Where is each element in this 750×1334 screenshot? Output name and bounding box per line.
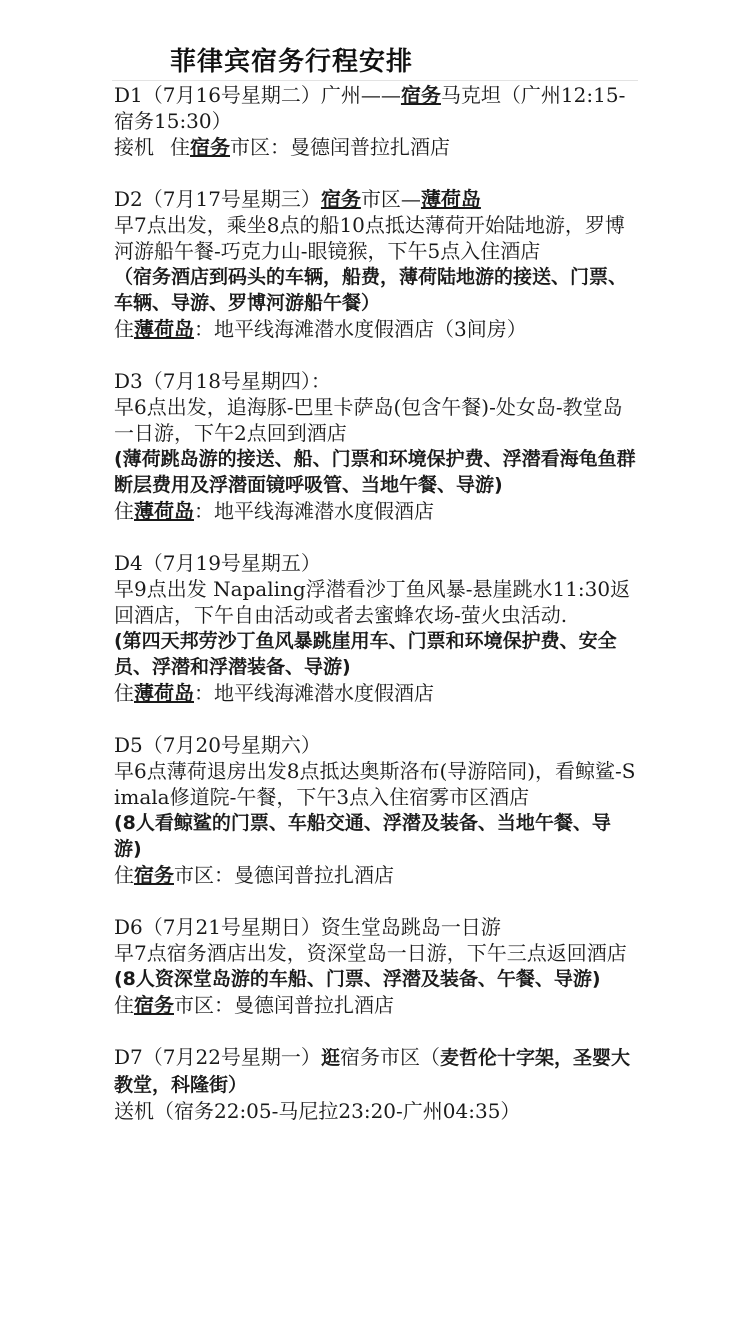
day-4-stay-place: 薄荷岛 xyxy=(134,681,194,705)
day-6-stay-hotel: 市区：曼德闰普拉扎酒店 xyxy=(174,993,394,1017)
day-1-stay-place: 宿务 xyxy=(190,135,230,159)
day-2-heading xyxy=(114,186,638,212)
day-1-stay-hotel: 市区：曼德闰普拉扎酒店 xyxy=(230,135,450,159)
day-3-stay-prefix: 住 xyxy=(114,499,134,523)
day-3 xyxy=(114,368,638,524)
day-2-heading-text-2: 市区— xyxy=(360,187,421,211)
day-7-heading-verb: 逛 xyxy=(320,1047,340,1069)
day-5-stay-prefix: 住 xyxy=(114,863,134,887)
day-5-inclusions: (8人看鲸鲨的门票、车船交通、浮潜及装备、当地午餐、导游) xyxy=(114,812,611,860)
day-1 xyxy=(114,82,638,160)
day-2-stay xyxy=(114,316,638,342)
day-7-heading-place: 宿务市区（ xyxy=(339,1045,440,1069)
day-1-pickup: 接机 xyxy=(114,135,154,159)
day-7-heading-sights: 麦哲伦十字架，圣婴大教堂，科隆街） xyxy=(114,1047,630,1096)
day-1-heading xyxy=(114,82,638,134)
day-3-heading: D3（7月18号星期四）： xyxy=(114,369,331,393)
day-6-stay-prefix: 住 xyxy=(114,993,134,1017)
day-2-stay-prefix: 住 xyxy=(114,317,134,341)
day-6-stay xyxy=(114,992,638,1018)
day-4-heading: D4（7月19号星期五） xyxy=(114,551,321,575)
day-4-description: 早9点出发 Napaling浮潜看沙丁鱼风暴-悬崖跳水11:30返回酒店，下午自由活动或者去蜜蜂农场-萤火虫活动. xyxy=(114,577,631,627)
day-7 xyxy=(114,1044,638,1124)
day-3-stay-place: 薄荷岛 xyxy=(134,499,194,523)
day-4-inclusions: (第四天邦劳沙丁鱼风暴跳崖用车、门票和环境保护费、安全员、浮潜和浮潜装备、导游) xyxy=(114,630,617,678)
day-5-stay xyxy=(114,862,638,888)
day-2-stay-hotel: ：地平线海滩潜水度假酒店（3间房） xyxy=(194,317,527,341)
day-3-inclusions: (薄荷跳岛游的接送、船、门票和环境保护费、浮潜看海龟鱼群断层费用及浮潜面镜呼吸管、当地午餐、导游) xyxy=(114,448,636,496)
day-1-heading-text-2: 马克坦（广州12:15-宿务15:30） xyxy=(114,83,626,133)
day-2-inclusions: （宿务酒店到码头的车辆，船费，薄荷陆地游的接送、门票、车辆、导游、罗博河游船午餐） xyxy=(114,266,628,314)
day-6-inclusions: (8人资深堂岛游的车船、门票、浮潜及装备、午餐、导游) xyxy=(114,968,601,990)
day-4 xyxy=(114,550,638,706)
day-1-stay-prefix: 住 xyxy=(170,135,190,159)
day-7-heading-text: D7（7月22号星期一） xyxy=(114,1045,321,1069)
day-5-stay-place: 宿务 xyxy=(134,863,174,887)
day-6-stay-place: 宿务 xyxy=(134,993,174,1017)
day-1-heading-link: 宿务 xyxy=(400,83,441,107)
day-3-description: 早6点出发，追海豚-巴里卡萨岛(包含午餐)-处女岛-教堂岛一日游，下午2点回到酒店 xyxy=(114,395,623,445)
day-2-description: 早7点出发，乘坐8点的船10点抵达薄荷开始陆地游，罗博河游船午餐-巧克力山-眼镜猴，下午5点入住酒店 xyxy=(114,213,625,263)
day-6 xyxy=(114,914,638,1018)
day-4-stay-prefix: 住 xyxy=(114,681,134,705)
day-1-heading-text: D1（7月16号星期二）广州—— xyxy=(114,83,401,107)
day-3-stay-hotel: ：地平线海滩潜水度假酒店 xyxy=(194,499,434,523)
day-7-heading xyxy=(114,1044,638,1098)
day-5-stay-hotel: 市区：曼德闰普拉扎酒店 xyxy=(174,863,394,887)
day-5-heading: D5（7月20号星期六） xyxy=(114,733,321,757)
day-2-heading-text: D2（7月17号星期三） xyxy=(114,187,321,211)
day-4-stay xyxy=(114,680,638,706)
day-3-stay xyxy=(114,498,638,524)
day-2-heading-place-2: 薄荷岛 xyxy=(420,187,481,211)
day-4-stay-hotel: ：地平线海滩潜水度假酒店 xyxy=(194,681,434,705)
itinerary-content xyxy=(114,82,638,1150)
title-divider xyxy=(112,80,638,81)
day-5 xyxy=(114,732,638,888)
day-7-flight: 送机（宿务22:05-马尼拉23:20-广州04:35） xyxy=(114,1099,521,1123)
day-6-description: 早7点宿务酒店出发，资深堂岛一日游，下午三点返回酒店 xyxy=(114,941,627,965)
day-1-stay xyxy=(114,134,638,160)
page-title: 菲律宾宿务行程安排 xyxy=(170,47,414,77)
day-2 xyxy=(114,186,638,342)
day-2-heading-place-1: 宿务 xyxy=(320,187,361,211)
day-2-stay-place: 薄荷岛 xyxy=(134,317,194,341)
day-6-heading: D6（7月21号星期日）资生堂岛跳岛一日游 xyxy=(114,915,501,939)
day-5-description: 早6点薄荷退房出发8点抵达奥斯洛布(导游陪同)，看鲸鲨-Simala修道院-午餐，下午3点入住宿雾市区酒店 xyxy=(114,759,636,809)
